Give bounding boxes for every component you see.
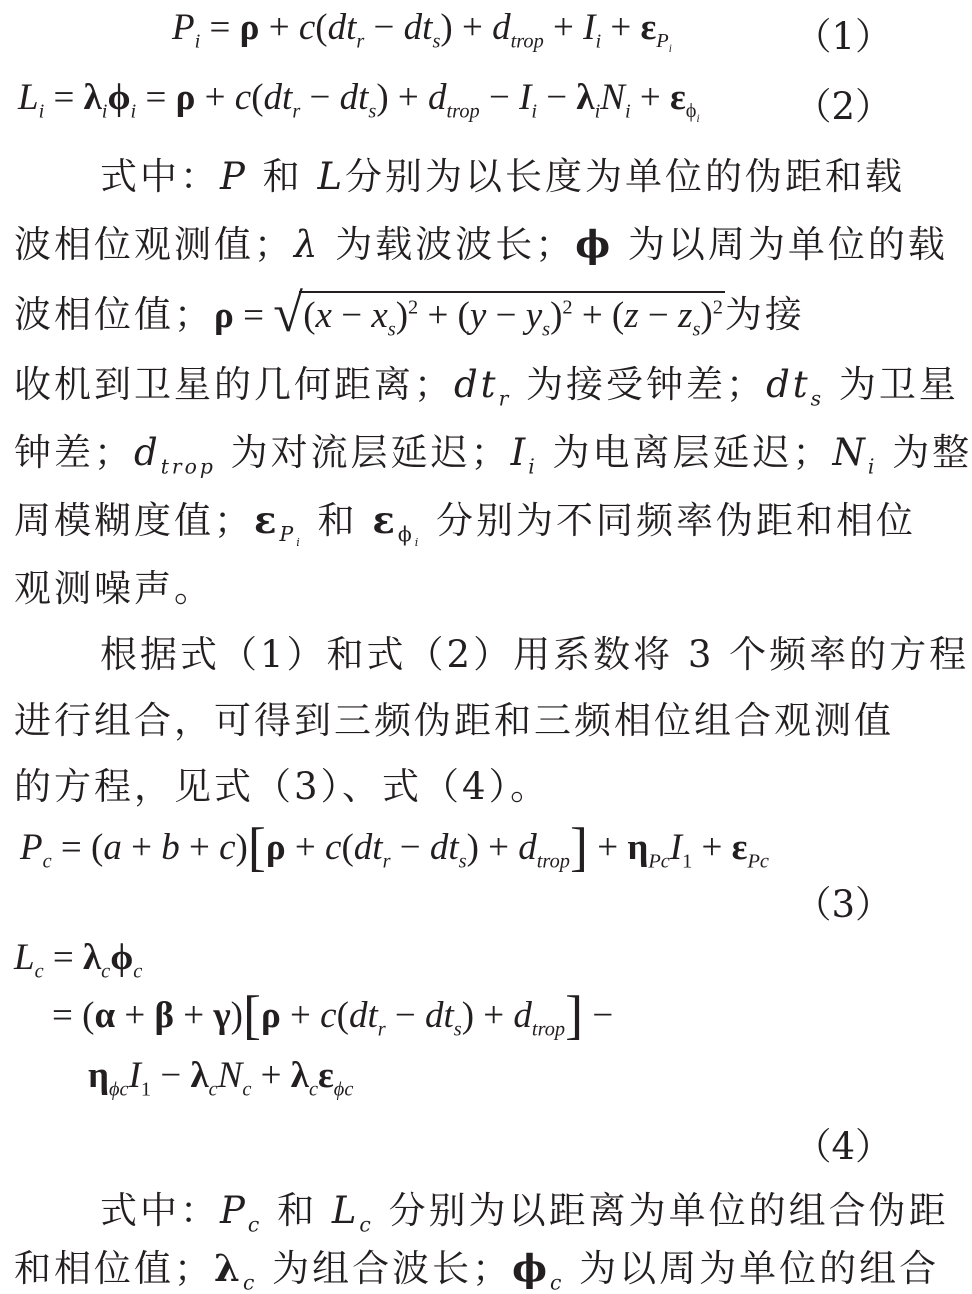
text: 式中： bbox=[100, 1189, 220, 1232]
text: 式中： bbox=[100, 155, 220, 198]
text: 为以周为单位的载 bbox=[627, 223, 948, 266]
equation-4-line3: $\eta_{\phi c}I_1 - \lambda_cN_c + \lambda_c\varepsilon_{\phi c}$ bbox=[88, 1055, 354, 1101]
equation-1-number: （1） bbox=[794, 15, 892, 58]
para3-line1: 式中：$P_c$ 和 $L_c$ 分别为以距离为单位的组合伪距 bbox=[100, 1189, 949, 1237]
text: 钟差； bbox=[14, 431, 134, 474]
para1-line1: 式中：P 和 L分别为以长度为单位的伪距和载 bbox=[100, 155, 906, 198]
text: 为电离层延迟； bbox=[552, 431, 833, 474]
text: 为载波波长； bbox=[335, 223, 576, 266]
para1-line6: 周模糊度值；$\varepsilon_{P_i}$ 和 $\varepsilon_{\phi_i}$ 分别为不同频率伪距和相位 bbox=[14, 498, 917, 550]
text: 为卫星 bbox=[838, 363, 959, 406]
equation-1: $P_i = \rho + c(dt_r - dt_s) + d_{trop} + I_i + \varepsilon_{P_i}$ bbox=[172, 7, 672, 56]
equation-3-number: （3） bbox=[794, 883, 892, 926]
equation-4-number: （4） bbox=[794, 1125, 892, 1168]
text: 和 bbox=[262, 155, 303, 198]
text: 为以周为单位的组合 bbox=[579, 1247, 940, 1290]
text: 为接受钟差； bbox=[526, 363, 767, 406]
text: 周模糊度值； bbox=[14, 499, 254, 542]
text: 为整 bbox=[892, 431, 972, 474]
text: 分别为以距离为单位的组合伪距 bbox=[388, 1189, 949, 1232]
text: 分别为不同频率伪距和相位 bbox=[436, 499, 917, 542]
para1-line3 bbox=[14, 284, 805, 341]
equation-4-line1: $L_c = \lambda_c\phi_c$ bbox=[14, 937, 143, 983]
para2-line2 bbox=[14, 690, 894, 744]
text: 收机到卫星的几何距离； bbox=[14, 363, 454, 406]
text: 和相位值； bbox=[14, 1247, 214, 1290]
para1-line7 bbox=[14, 558, 214, 612]
text: 进行组合，可得到三频伪距和三频相位组合观测值 bbox=[14, 699, 894, 742]
equation-2: $L_i = \lambda_i\phi_i = \rho + c(dt_r - dt_s) + d_{trop} - I_i - \lambda_iN_i + \varepsilon_{\phi_i}$ bbox=[18, 77, 700, 126]
text: 根据式（1）和式（2）用系数将 3 个频率的方程 bbox=[100, 633, 970, 676]
rho-formula: ρ = √ $(x - x_s)^2 + (y - y_s)^2 + (z - z_s)^2$ bbox=[214, 295, 725, 336]
text: 和 bbox=[277, 1189, 318, 1232]
para1-line2: 波相位观测值；λ 为载波波长；ϕ 为以周为单位的载 bbox=[14, 222, 948, 266]
text: 波相位值； bbox=[14, 293, 214, 336]
equation-3: $P_c = (a + b + c)[\rho + c(dt_r - dt_s) + d_{trop}] + \eta_{Pc}I_1 + \varepsilon_{Pc}$ bbox=[20, 817, 769, 877]
para2-line3 bbox=[14, 756, 550, 810]
text: 波相位观测值； bbox=[14, 223, 294, 266]
equation-4-line2: = $(\alpha + \beta + \gamma)[\rho + c(dt_r - dt_s) + d_{trop}]$ − bbox=[52, 985, 614, 1045]
text: 的方程，见式（3）、式（4）。 bbox=[14, 765, 551, 808]
text: 分别为以长度为单位的伪距和载 bbox=[345, 155, 906, 198]
text: 为对流层延迟； bbox=[230, 431, 511, 474]
equation-2-number: （2） bbox=[794, 85, 892, 128]
para1-line4: 收机到卫星的几何距离；$dt_r$ 为接受钟差；$dt_s$ 为卫星 bbox=[14, 363, 959, 411]
text: 观测噪声。 bbox=[14, 567, 214, 610]
text: 为接 bbox=[724, 293, 805, 336]
text: 为组合波长； bbox=[272, 1247, 513, 1290]
para3-line2: 和相位值；$\lambda_c$ 为组合波长；$\phi_c$ 为以周为单位的组合 bbox=[14, 1246, 940, 1294]
text: 和 bbox=[317, 499, 358, 542]
para2-line1 bbox=[100, 624, 969, 678]
para1-line5: 钟差；$d_{trop}$ 为对流层延迟；$I_i$ 为电离层延迟；$N_i$ 为整 bbox=[14, 431, 972, 479]
